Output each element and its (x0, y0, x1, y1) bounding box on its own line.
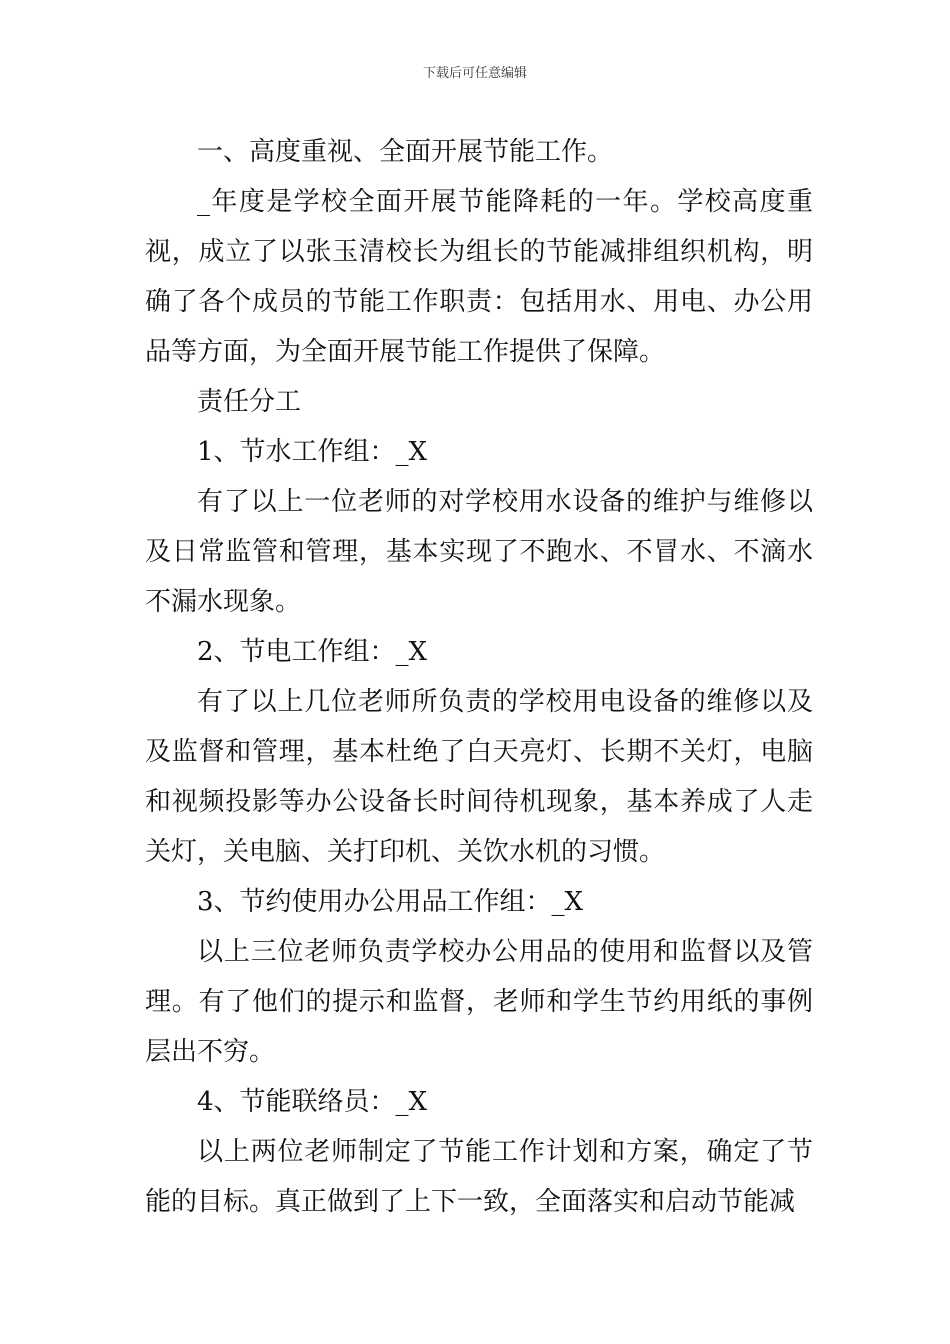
page-header: 下载后可任意编辑 (422, 66, 527, 81)
document-body (145, 127, 813, 1227)
item-office-supplies-group: 3、节约使用办公用品工作组：_X (197, 887, 584, 917)
section-heading-1: 一、高度重视、全面开展节能工作。 (197, 137, 614, 167)
item-liaison: 4、节能联络员：_X (197, 1087, 428, 1117)
item-electricity-group: 2、节电工作组：_X (197, 637, 428, 667)
paragraph-office-supplies: 以上三位老师负责学校办公用品的使用和监督以及管理。有了他们的提示和监督，老师和学生节约用纸的事例层出不穷。 (145, 937, 813, 1067)
item-water-group: 1、节水工作组：_X (197, 437, 428, 467)
paragraph-water: 有了以上一位老师的对学校用水设备的维护与维修以及日常监管和管理，基本实现了不跑水、不冒水、不滴水不漏水现象。 (145, 487, 813, 617)
paragraph-electricity: 有了以上几位老师所负责的学校用电设备的维修以及及监督和管理，基本杜绝了白天亮灯、长期不关灯，电脑和视频投影等办公设备长时间待机现象，基本养成了人走关灯，关电脑、关打印机、关饮水机的习惯。 (145, 687, 813, 867)
paragraph-intro: _年度是学校全面开展节能降耗的一年。学校高度重视，成立了以张玉清校长为组长的节能减排组织机构，明确了各个成员的节能工作职责：包括用水、用电、办公用品等方面，为全面开展节能工作提供了保障。 (145, 187, 813, 367)
subheading-responsibility: 责任分工 (197, 387, 302, 417)
paragraph-liaison: 以上两位老师制定了节能工作计划和方案，确定了节能的目标。真正做到了上下一致，全面落实和启动节能减 (145, 1137, 813, 1217)
